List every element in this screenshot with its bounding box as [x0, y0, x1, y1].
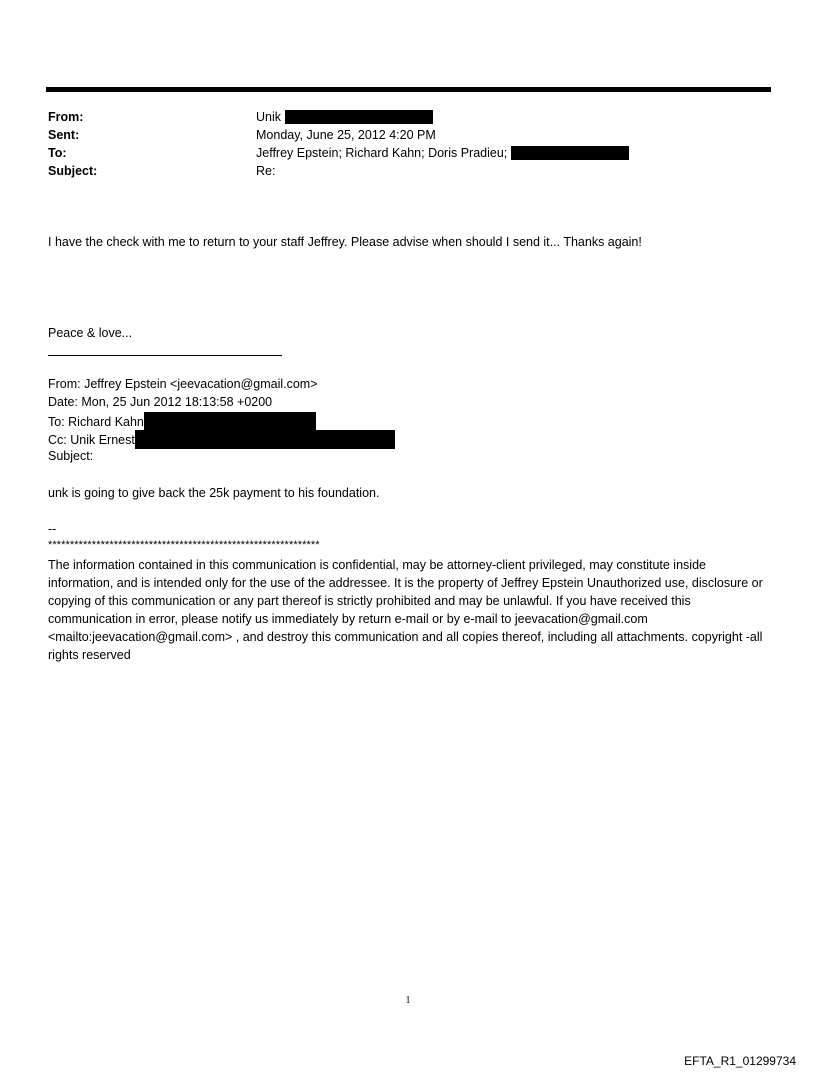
forwarded-cc: [48, 430, 395, 450]
subject-label: Subject:: [48, 164, 98, 178]
to-value: [256, 144, 629, 162]
signature-separator: --: [48, 522, 57, 536]
sent-label: Sent:: [48, 128, 80, 142]
to-label: To:: [48, 146, 67, 160]
redaction-box: [135, 430, 395, 449]
forwarded-message: unk is going to give back the 25k payment to his foundation.: [48, 486, 380, 500]
signature-rule: [48, 355, 282, 356]
forwarded-to-text: To: Richard Kahn: [48, 415, 144, 429]
page-number: 1: [405, 995, 411, 1006]
forwarded-from: From: Jeffrey Epstein <jeevacation@gmail.com>: [48, 377, 318, 391]
redaction-box: [511, 146, 629, 160]
document-id: EFTA_R1_01299734: [684, 1054, 796, 1068]
forwarded-cc-text: Cc: Unik Ernest: [48, 433, 135, 447]
from-value: [256, 108, 433, 126]
sent-value: Monday, June 25, 2012 4:20 PM: [256, 128, 436, 142]
to-recipients: Jeffrey Epstein; Richard Kahn; Doris Pradieu;: [256, 146, 508, 160]
from-label: From:: [48, 110, 84, 124]
signoff-text: Peace & love...: [48, 326, 133, 340]
subject-value: Re:: [256, 164, 276, 178]
forwarded-date: Date: Mon, 25 Jun 2012 18:13:58 +0200: [48, 395, 273, 409]
confidentiality-disclaimer: The information contained in this communication is confidential, may be attorney-client privileged, may constitute inside information, and is intended only for the use of the addressee. It is the property of Jeffrey Epstein Unauthorized use, disclosure or copying of this communication or any part thereof is strictly prohibited and may be unlawful. If you have received this communication in error, please notify us immediately by return e-mail or by e-mail to jeevacation@gmail.com <mailto:jeevacation@gmail.com> , and destroy this communication and all copies thereof, including all attachments. copyright -all rights reserved: [48, 558, 763, 662]
header-rule: [46, 87, 771, 92]
asterisk-divider: **************************************************************: [48, 539, 320, 551]
redaction-box: [285, 110, 433, 124]
forwarded-subject: Subject:: [48, 449, 94, 463]
message-text: I have the check with me to return to your staff Jeffrey. Please advise when should I send it... Thanks again!: [48, 235, 642, 249]
from-name: Unik: [256, 110, 282, 124]
